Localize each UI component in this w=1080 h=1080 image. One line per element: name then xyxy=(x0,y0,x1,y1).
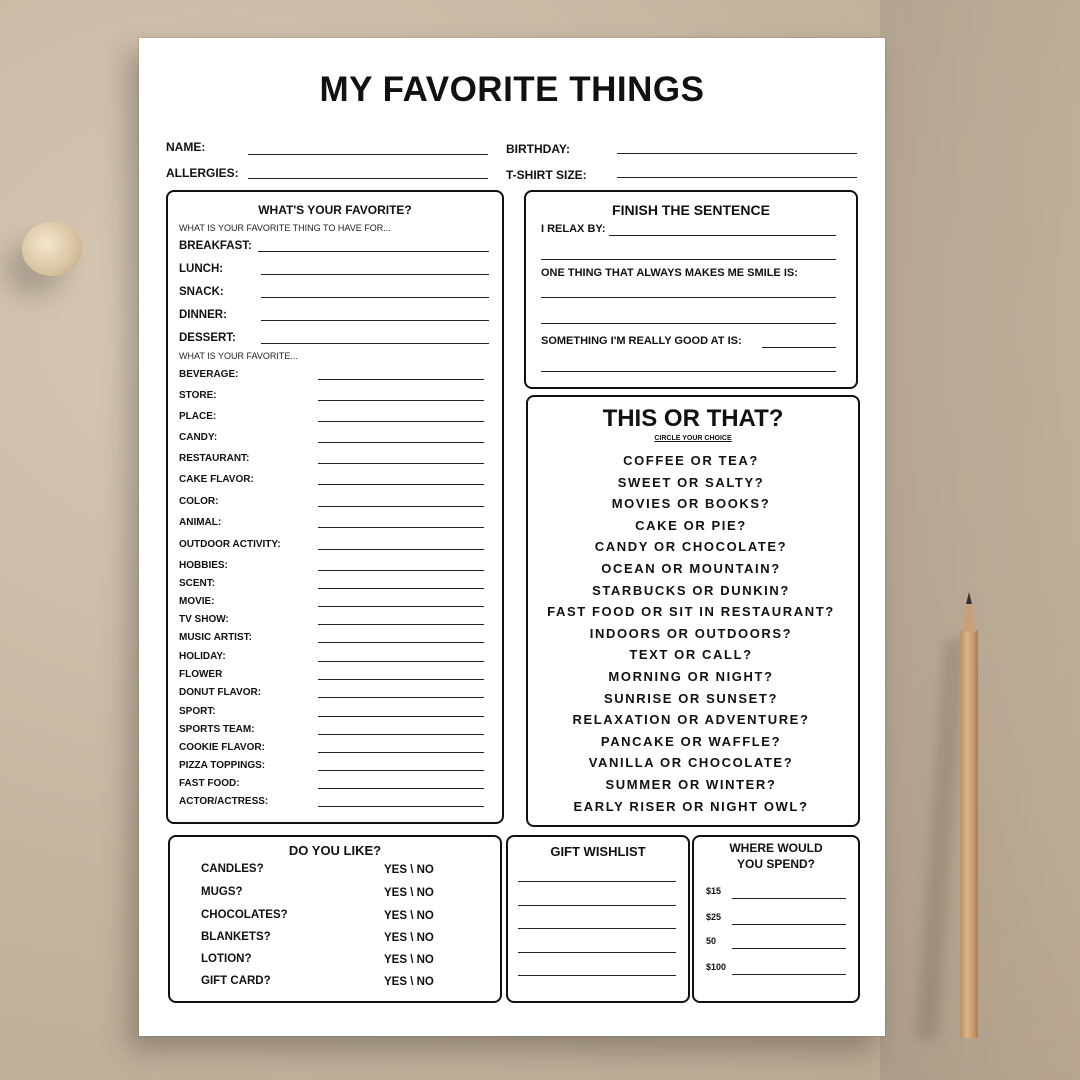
wishlist-line-2[interactable] xyxy=(518,905,676,906)
do-you-like-item-label: MUGS? xyxy=(201,886,243,898)
favorite-item-line[interactable] xyxy=(318,788,484,789)
favorite-item-label: CAKE FLAVOR: xyxy=(179,474,254,485)
favorite-item-line[interactable] xyxy=(318,484,484,485)
page-title: MY FAVORITE THINGS xyxy=(319,70,705,109)
do-you-like-item-label: GIFT CARD? xyxy=(201,975,271,987)
spend-amount-label: $100 xyxy=(706,962,727,972)
this-or-that-option[interactable]: EARLY RISER OR NIGHT OWL? xyxy=(573,798,809,814)
gift-wishlist-heading: GIFT WISHLIST xyxy=(550,844,646,859)
favorite-item-label: CANDY: xyxy=(179,432,218,443)
favorite-item-line[interactable] xyxy=(318,527,484,528)
favorite-item-line[interactable] xyxy=(318,442,484,443)
favorite-item-line[interactable] xyxy=(318,697,484,698)
do-you-like-answer[interactable]: YES \ NO xyxy=(384,910,434,922)
spend-heading-2: YOU SPEND? xyxy=(736,857,815,871)
do-you-like-answer[interactable]: YES \ NO xyxy=(384,864,434,876)
tshirt-label: T-SHIRT SIZE: xyxy=(506,168,587,182)
smile-label: ONE THING THAT ALWAYS MAKES ME SMILE IS: xyxy=(541,267,798,279)
do-you-like-answer[interactable]: YES \ NO xyxy=(384,887,434,899)
favorite-item-line[interactable] xyxy=(318,549,484,550)
wishlist-line-4[interactable] xyxy=(518,952,676,953)
this-or-that-option[interactable]: CANDY OR CHOCOLATE? xyxy=(594,539,788,555)
favorite-item-label: TV SHOW: xyxy=(179,614,229,625)
favorite-item-label: MOVIE: xyxy=(179,596,215,607)
favorite-item-label: FAST FOOD: xyxy=(179,778,240,789)
favorite-meal-label: DINNER: xyxy=(179,309,227,321)
tshirt-line[interactable] xyxy=(617,177,857,178)
this-or-that-option[interactable]: RELAXATION OR ADVENTURE? xyxy=(572,712,810,728)
favorite-item-line[interactable] xyxy=(318,806,484,807)
favorite-item-line[interactable] xyxy=(318,379,484,380)
favorite-item-line[interactable] xyxy=(318,606,484,607)
this-or-that-option[interactable]: SWEET OR SALTY? xyxy=(617,474,765,490)
favorite-meal-line[interactable] xyxy=(261,274,489,275)
spend-amount-line[interactable] xyxy=(732,924,846,925)
good-at-line-2[interactable] xyxy=(541,371,836,372)
finish-heading: FINISH THE SENTENCE xyxy=(612,202,770,218)
favorite-meal-line[interactable] xyxy=(261,343,489,344)
spend-amount-label: 50 xyxy=(706,936,717,946)
wishlist-line-1[interactable] xyxy=(518,881,676,882)
this-or-that-option[interactable]: COFFEE OR TEA? xyxy=(623,453,759,468)
do-you-like-item-label: LOTION? xyxy=(201,953,252,965)
favorite-item-label: FLOWER xyxy=(179,669,223,680)
favorite-item-line[interactable] xyxy=(318,752,484,753)
this-or-that-option[interactable]: TEXT OR CALL? xyxy=(629,647,753,663)
spend-amount-line[interactable] xyxy=(732,974,846,975)
favorite-meal-label: BREAKFAST: xyxy=(179,240,252,252)
favorite-item-label: BEVERAGE: xyxy=(179,369,239,380)
birthday-label: BIRTHDAY: xyxy=(506,142,571,156)
do-you-like-answer[interactable]: YES \ NO xyxy=(384,932,434,944)
good-at-label: SOMETHING I'M REALLY GOOD AT IS: xyxy=(541,335,742,347)
smile-line-2[interactable] xyxy=(541,323,836,324)
favorite-item-label: ACTOR/ACTRESS: xyxy=(179,796,269,807)
favorite-meal-line[interactable] xyxy=(258,251,489,252)
favorite-item-label: SPORT: xyxy=(179,706,216,717)
do-you-like-heading: DO YOU LIKE? xyxy=(288,843,382,858)
allergies-line[interactable] xyxy=(248,178,488,179)
this-or-that-option[interactable]: MOVIES OR BOOKS? xyxy=(611,496,771,512)
favorite-item-line[interactable] xyxy=(318,642,484,643)
favorite-item-line[interactable] xyxy=(318,506,484,507)
favorite-meal-label: DESSERT: xyxy=(179,332,236,344)
allergies-label: ALLERGIES: xyxy=(166,166,239,180)
this-or-that-option[interactable]: MORNING OR NIGHT? xyxy=(608,669,774,684)
birthday-line[interactable] xyxy=(617,153,857,154)
pencil-icon xyxy=(957,592,981,1040)
pompom-decoration xyxy=(22,222,82,276)
favorite-item-line[interactable] xyxy=(318,624,484,625)
favorite-item-label: STORE: xyxy=(179,390,217,401)
spend-amount-label: $15 xyxy=(706,886,722,896)
spend-heading-1: WHERE WOULD xyxy=(729,841,823,855)
favorite-item-label: HOBBIES: xyxy=(179,560,228,571)
favorite-item-line[interactable] xyxy=(318,661,484,662)
favorite-item-label: RESTAURANT: xyxy=(179,453,250,464)
favorite-item-label: SPORTS TEAM: xyxy=(179,724,255,735)
this-or-that-option[interactable]: CAKE OR PIE? xyxy=(635,517,747,533)
do-you-like-answer[interactable]: YES \ NO xyxy=(384,954,434,966)
favorite-item-label: COLOR: xyxy=(179,496,219,507)
spend-amount-line[interactable] xyxy=(732,948,846,949)
favorite-item-line[interactable] xyxy=(318,716,484,717)
favorite-item-line[interactable] xyxy=(318,679,484,680)
do-you-like-item-label: CHOCOLATES? xyxy=(201,909,288,921)
favorite-item-label: OUTDOOR ACTIVITY: xyxy=(179,539,281,550)
favorite-item-label: MUSIC ARTIST: xyxy=(179,632,252,643)
favorite-item-line[interactable] xyxy=(318,770,484,771)
meal-prompt: WHAT IS YOUR FAVORITE THING TO HAVE FOR... xyxy=(179,223,391,233)
favorite-item-label: ANIMAL: xyxy=(179,517,222,528)
circle-choice-label: CIRCLE YOUR CHOICE xyxy=(654,435,732,442)
this-or-that-option[interactable]: PANCAKE OR WAFFLE? xyxy=(600,733,782,749)
relax-line-2[interactable] xyxy=(541,259,836,260)
do-you-like-item-label: CANDLES? xyxy=(201,863,264,875)
favorite-item-label: PLACE: xyxy=(179,411,217,422)
spend-amount-label: $25 xyxy=(706,912,722,922)
spend-amount-line[interactable] xyxy=(732,898,846,899)
do-you-like-answer[interactable]: YES \ NO xyxy=(384,976,434,988)
smile-line-1[interactable] xyxy=(541,297,836,298)
finish-sentence-box xyxy=(524,190,858,389)
relax-line[interactable] xyxy=(609,235,836,236)
favorite-item-line[interactable] xyxy=(318,570,484,571)
favorite-item-line[interactable] xyxy=(318,588,484,589)
this-or-that-option[interactable]: FAST FOOD OR SIT IN RESTAURANT? xyxy=(547,604,835,620)
this-or-that-option[interactable]: STARBUCKS OR DUNKIN? xyxy=(592,582,790,598)
this-or-that-heading: THIS OR THAT? xyxy=(602,405,784,432)
favorite-item-label: DONUT FLAVOR: xyxy=(179,687,262,698)
this-or-that-option[interactable]: INDOORS OR OUTDOORS? xyxy=(589,625,793,641)
favorite-meal-label: LUNCH: xyxy=(179,263,224,275)
favorite-item-line[interactable] xyxy=(318,400,484,401)
name-line[interactable] xyxy=(248,154,488,155)
relax-label: I RELAX BY: xyxy=(541,223,606,235)
gift-wishlist-box xyxy=(506,835,690,1003)
favorites-heading: WHAT'S YOUR FAVORITE? xyxy=(258,203,412,217)
wishlist-line-5[interactable] xyxy=(518,975,676,976)
name-label: NAME: xyxy=(166,140,206,154)
this-or-that-option[interactable]: SUNRISE OR SUNSET? xyxy=(604,690,778,706)
favorite-item-line[interactable] xyxy=(318,734,484,735)
favorite-item-label: PIZZA TOPPINGS: xyxy=(179,760,266,771)
this-or-that-option[interactable]: OCEAN OR MOUNTAIN? xyxy=(601,561,781,576)
favorite-meal-line[interactable] xyxy=(261,320,489,321)
favorite-item-line[interactable] xyxy=(318,463,484,464)
this-or-that-option[interactable]: SUMMER OR WINTER? xyxy=(605,777,777,792)
wishlist-line-3[interactable] xyxy=(518,928,676,929)
favorite-meal-line[interactable] xyxy=(261,297,489,298)
good-at-line[interactable] xyxy=(762,347,836,348)
do-you-like-item-label: BLANKETS? xyxy=(201,931,271,943)
favorite-item-label: COOKIE FLAVOR: xyxy=(179,742,265,753)
this-or-that-option[interactable]: VANILLA OR CHOCOLATE? xyxy=(588,755,794,771)
general-prompt: WHAT IS YOUR FAVORITE... xyxy=(179,351,298,361)
favorite-item-label: HOLIDAY: xyxy=(179,651,226,662)
favorite-item-line[interactable] xyxy=(318,421,484,422)
favorite-meal-label: SNACK: xyxy=(179,286,224,298)
favorite-item-label: SCENT: xyxy=(179,578,216,589)
